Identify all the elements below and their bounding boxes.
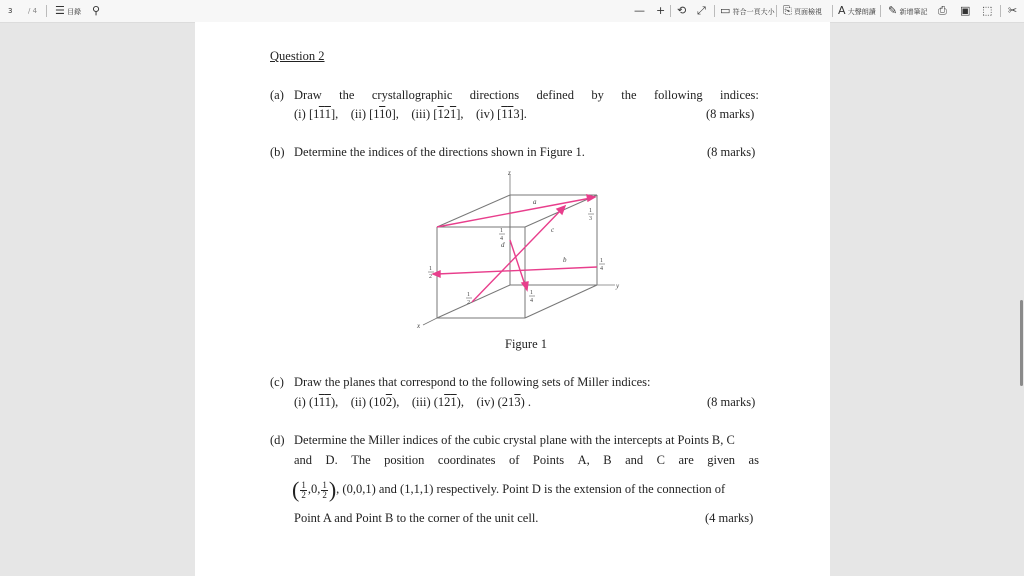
label-d: d (501, 241, 505, 249)
part-a-indices: (i) [111], (ii) [110], (iii) [121], (iv) [113]. (294, 107, 527, 121)
word: and (294, 453, 313, 467)
part-b-text: Determine the indices of the directions shown in Figure 1. (294, 145, 585, 159)
separator (46, 5, 47, 17)
zoom-out-button[interactable]: — (634, 4, 645, 17)
direction-a (437, 198, 591, 227)
word: position (384, 453, 425, 467)
fit-page-label: 符合一頁大小 (732, 8, 775, 16)
search-icon[interactable]: ⚲ (92, 4, 101, 17)
expand-icon[interactable]: ⤢ (697, 4, 706, 17)
word: crystallographic (371, 88, 453, 102)
page-view-label: 頁面檢視 (794, 8, 823, 16)
pin-icon[interactable]: ✂ (1008, 4, 1018, 17)
part-d-line3-rest: , (0,0,1) and (1,1,1) respectively. Point D is the extension of the connection of (336, 482, 726, 496)
zoom-in-button[interactable]: + (656, 4, 666, 17)
save-as-icon[interactable]: ⬚ (982, 4, 993, 17)
label-a: a (533, 198, 537, 206)
page-view-icon: ⎘ (783, 4, 792, 17)
page-view-button[interactable] (783, 0, 822, 22)
part-d-line1: Determine the Miller indices of the cubic crystal plane with the intercepts at Points B, C (294, 433, 735, 447)
separator (832, 5, 833, 17)
contents-button[interactable] (55, 0, 81, 22)
word: the (621, 88, 637, 102)
read-aloud-icon: A (838, 4, 846, 17)
word: defined (536, 88, 574, 102)
frac-num: 1 (600, 258, 603, 264)
direction-d (510, 240, 525, 285)
frac-den: 4 (600, 266, 603, 272)
word: given (707, 453, 736, 467)
frac-num: 1 (530, 290, 533, 296)
pdf-page (195, 22, 830, 576)
part-d-marks: (4 marks) (705, 511, 754, 525)
word: A, (577, 453, 590, 467)
word: The (351, 453, 371, 467)
figure-caption: Figure 1 (505, 337, 548, 351)
part-b-label: (b) (270, 145, 285, 159)
save-icon[interactable]: ▣ (960, 4, 971, 17)
frac-num: 1 (589, 208, 592, 214)
draw-label: 新增筆記 (899, 8, 928, 16)
part-d-label: (d) (270, 433, 285, 447)
read-aloud-label: 大聲朗讀 (847, 8, 876, 16)
word: the (339, 88, 355, 102)
list-icon: ☰ (55, 4, 65, 17)
rotate-icon[interactable]: ⟲ (677, 4, 687, 17)
frac-num: 1 (500, 228, 503, 234)
word: Points (532, 453, 565, 467)
word: are (678, 453, 694, 467)
separator (776, 5, 777, 17)
part-c-marks: (8 marks) (707, 395, 756, 409)
part-c-label: (c) (270, 375, 284, 389)
frac-den: 2 (429, 274, 432, 280)
frac-num: 1 (429, 266, 432, 272)
word: B (603, 453, 612, 467)
separator (880, 5, 881, 17)
part-c-indices: (i) (111), (ii) (102), (iii) (121), (iv) (213) . (294, 395, 531, 409)
frac-den: 2 (467, 300, 470, 306)
question-title: Question 2 (270, 49, 325, 63)
word: and (625, 453, 644, 467)
part-d-line3: ( $\frac{1}{2}$ ,0, $\frac{1}{2}$ ), (0,0,1) and (1,1,1) respectively. Point D is the extension of the connection of (292, 477, 726, 503)
word: following (653, 88, 703, 102)
frac-den: 4 (530, 298, 533, 304)
label-b: b (563, 256, 567, 264)
axis-z-label: z (508, 169, 511, 177)
frac-num: 1 (467, 292, 470, 298)
page-total: / 4 (28, 7, 38, 15)
part-a-marks: (8 marks) (706, 107, 755, 121)
vertical-scrollbar[interactable] (1020, 300, 1023, 386)
separator (670, 5, 671, 17)
print-icon[interactable]: ⎙ (938, 4, 947, 17)
direction-c (472, 210, 561, 302)
part-a-label: (a) (270, 88, 284, 102)
axis-x-label: x (417, 322, 421, 330)
direction-vectors (433, 195, 597, 302)
axes (423, 174, 615, 325)
separator (1000, 5, 1001, 17)
cube-edges (437, 195, 597, 318)
draw-button[interactable] (888, 0, 927, 22)
word: coordinates (437, 453, 496, 467)
contents-label: 目錄 (67, 8, 82, 16)
direction-b (437, 267, 597, 274)
word: Draw (294, 88, 322, 102)
read-aloud-button[interactable] (838, 0, 876, 22)
word: D. (325, 453, 338, 467)
word: directions (469, 88, 520, 102)
word: indices: (720, 88, 759, 102)
fit-page-button[interactable] (720, 0, 775, 22)
pen-icon: ✎ (888, 4, 898, 17)
part-b-marks: (8 marks) (707, 145, 756, 159)
part-d-line2 (294, 452, 759, 468)
part-c-text: Draw the planes that correspond to the following sets of Miller indices: (294, 375, 651, 389)
frac-den: 3 (589, 216, 592, 222)
word: by (591, 88, 604, 102)
axis-y-label: y (616, 282, 620, 290)
word: C (656, 453, 666, 467)
frac-den: 4 (500, 236, 503, 242)
part-d-line4: Point A and Point B to the corner of the unit cell. (294, 511, 539, 525)
word: as (748, 453, 759, 467)
pdf-toolbar (0, 0, 1024, 23)
arrow-head-b (433, 271, 440, 277)
page-number-input[interactable]: 3 (8, 7, 13, 15)
separator (714, 5, 715, 17)
label-c: c (551, 226, 555, 234)
word: of (509, 453, 520, 467)
fit-page-icon: ▭ (720, 4, 731, 17)
